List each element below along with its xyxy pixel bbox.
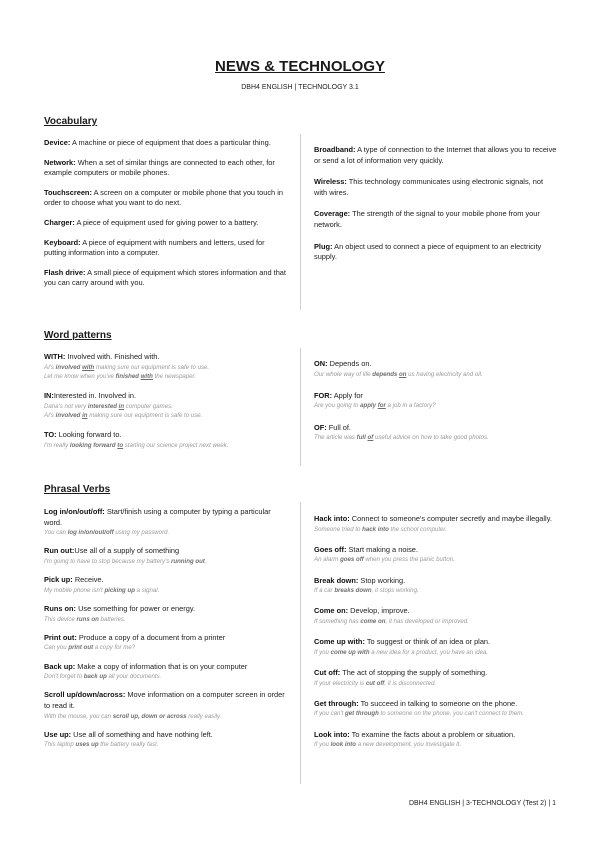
- word-patterns-left-column: [44, 352, 287, 450]
- phrasal-verb-definition: The act of stopping the supply of something.: [342, 667, 488, 677]
- pattern-example: I'm really looking forward to starting our science project next week.: [44, 441, 229, 449]
- phrasal-verb-term: Scroll up/down/across:: [44, 690, 126, 700]
- pattern-example: The article was full of useful advice on how to take good photos.: [314, 434, 489, 442]
- phrasal-verb-definition: Move information on a computer screen in order to read it.: [44, 690, 285, 710]
- vocab-definition: A piece of equipment used for giving power to a battery.: [76, 217, 259, 227]
- vocabulary-left-column: [44, 138, 287, 289]
- page-footer: DBH4 ENGLISH | 3-TECHNOLOGY (Test 2) | 1: [408, 800, 556, 807]
- vocab-term: Broadband:: [314, 145, 356, 154]
- vocab-entry: [44, 158, 287, 179]
- phrasal-verb-entry: [44, 662, 287, 682]
- phrasal-verb-entry: [314, 637, 557, 657]
- vocab-entry: [314, 145, 557, 166]
- vocab-definition: This technology communicates using electronic signals, not with wires.: [314, 177, 544, 197]
- vocabulary-divider: [300, 134, 301, 310]
- phrasal-verb-term: Break down:: [314, 575, 359, 585]
- phrasal-verb-example: If your electricity is cut off, it is disconnected.: [314, 679, 437, 687]
- vocab-entry: [44, 268, 287, 289]
- pattern-of: [314, 423, 557, 443]
- phrasal-verb-entry: [314, 668, 557, 688]
- phrasal-verbs-left-column: [44, 507, 287, 750]
- phrasal-verb-example: Don't forget to back up all your documents.: [44, 673, 162, 681]
- pattern-definition: Full of.: [328, 422, 351, 432]
- phrasal-verb-entry: [314, 545, 557, 565]
- phrasal-verb-term: Run out:: [44, 546, 75, 556]
- phrasal-verb-definition: To examine the facts about a problem or situation.: [351, 729, 516, 739]
- pattern-term: OF:: [314, 422, 327, 432]
- vocab-definition: An object used to connect a piece of equipment to an electricity supply.: [314, 241, 542, 262]
- pattern-example: Our whole way of life depends on us having electricity and oil.: [314, 370, 483, 378]
- vocab-term: Device:: [44, 138, 71, 147]
- vocab-entry: [44, 238, 287, 259]
- pattern-with: [44, 352, 287, 381]
- vocabulary-right-column: [314, 145, 557, 263]
- phrasal-verb-definition: Use something for power or energy.: [78, 603, 196, 613]
- vocab-term: Plug:: [314, 241, 333, 251]
- vocab-term: Flash drive:: [44, 267, 86, 277]
- pattern-term: WITH:: [44, 352, 66, 361]
- vocab-entry: [314, 177, 557, 198]
- phrasal-verb-entry: [44, 546, 287, 566]
- phrasal-verbs-right-column: [314, 514, 557, 749]
- phrasal-verb-definition: Receive.: [74, 575, 104, 585]
- phrasal-verb-term: Back up:: [44, 661, 76, 671]
- phrasal-verb-example: With the mouse, you can scroll up, down or across really easily.: [44, 712, 222, 720]
- phrasal-verb-example: I'm going to have to stop because my battery's running out.: [44, 557, 207, 565]
- phrasal-verb-definition: Make a copy of information that is on your computer: [77, 661, 248, 671]
- phrasal-verb-example: This laptop uses up the battery really fast.: [44, 741, 159, 749]
- phrasal-verb-entry: [314, 606, 557, 626]
- phrasal-verb-term: Pick up:: [44, 575, 73, 585]
- pattern-example: AI's involved in making sure our equipment is safe to use.: [44, 411, 203, 419]
- phrasal-verb-definition: Develop, improve.: [350, 606, 410, 616]
- phrasal-verb-example: This device runs on batteries.: [44, 615, 126, 623]
- phrasal-verb-entry: [314, 730, 557, 750]
- vocabulary-heading: Vocabulary: [44, 116, 98, 127]
- phrasal-verb-entry: [44, 507, 287, 537]
- pattern-definition: Interested in. Involved in.: [53, 391, 137, 400]
- phrasal-verb-example: If a car breaks down, it stops working.: [314, 587, 419, 595]
- vocab-entry: [314, 209, 557, 230]
- vocab-definition: A piece of equipment with numbers and letters, used for putting information into a computer.: [44, 237, 265, 258]
- vocab-definition: The strength of the signal to your mobile phone from your network.: [314, 209, 540, 229]
- vocab-entry: [44, 218, 287, 229]
- phrasal-verb-term: Come up with:: [314, 637, 365, 647]
- phrasal-verbs-heading: Phrasal Verbs: [44, 484, 111, 495]
- phrasal-verb-example: You can log in/on/out/off using my password.: [44, 529, 170, 537]
- phrasal-verb-entry: [44, 575, 287, 595]
- pattern-term: FOR:: [314, 390, 333, 400]
- vocab-term: Touchscreen:: [44, 187, 92, 197]
- phrasal-verb-term: Hack into:: [314, 514, 350, 523]
- phrasal-verb-example: If something has come on, it has developed or improved.: [314, 617, 469, 625]
- phrasal-verb-term: Goes off:: [314, 544, 347, 554]
- vocab-term: Keyboard:: [44, 237, 81, 247]
- phrasal-verb-term: Use up:: [44, 729, 72, 739]
- vocab-term: Coverage:: [314, 209, 351, 219]
- vocab-definition: A type of connection to the Internet that allows you to receive or send a lot of information very quickly.: [314, 145, 557, 165]
- phrasal-verb-entry: [314, 514, 557, 534]
- pattern-for: [314, 391, 557, 411]
- phrasal-verb-entry: [44, 730, 287, 750]
- phrasal-verb-term: Get through:: [314, 698, 359, 708]
- phrasal-verb-example: Someone tried to hack into the school computer.: [314, 525, 447, 533]
- pattern-example: Dana's not very interested in computer games.: [44, 402, 173, 410]
- vocab-definition: A machine or piece of equipment that does a particular thing.: [71, 138, 271, 147]
- phrasal-verb-example: If you can't get through to someone on the phone, you can't connect to them.: [314, 710, 524, 718]
- pattern-term: IN:: [44, 391, 54, 400]
- phrasal-verb-term: Runs on:: [44, 603, 77, 613]
- phrasal-verb-entry: [44, 633, 287, 653]
- pattern-definition: Looking forward to.: [58, 430, 122, 439]
- pattern-in: [44, 391, 287, 420]
- phrasal-verb-definition: Start/finish using a computer by typing a particular word.: [44, 507, 271, 527]
- vocab-definition: A screen on a computer or mobile phone that you touch in order to choose what you want to do next.: [44, 187, 283, 208]
- pattern-definition: Depends on.: [329, 359, 372, 368]
- pattern-on: [314, 359, 557, 379]
- vocab-term: Network:: [44, 157, 76, 167]
- phrasal-verbs-divider: [300, 502, 301, 784]
- phrasal-verb-example: If you come up with a new idea for a product, you have an idea.: [314, 648, 489, 656]
- phrasal-verb-term: Cut off:: [314, 667, 341, 677]
- phrasal-verb-definition: To suggest or think of an idea or plan.: [366, 637, 491, 647]
- pattern-example: Are you going to apply for a job in a factory?: [314, 402, 436, 410]
- phrasal-verb-entry: [44, 690, 287, 720]
- word-patterns-divider: [300, 348, 301, 466]
- pattern-definition: Involved with. Finished with.: [67, 352, 160, 361]
- phrasal-verb-example: If you look into a new development, you investigate it.: [314, 741, 462, 749]
- word-patterns-right-column: [314, 359, 557, 442]
- phrasal-verb-definition: Use all of something and have nothing left.: [73, 729, 213, 739]
- phrasal-verb-example: An alarm goes off when you press the panic button.: [314, 556, 455, 564]
- pattern-term: ON:: [314, 359, 328, 368]
- vocab-entry: [44, 138, 287, 149]
- phrasal-verb-definition: To succeed in talking to someone on the phone.: [360, 698, 518, 708]
- phrasal-verb-example: My mobile phone isn't picking up a signal.: [44, 586, 160, 594]
- phrasal-verb-term: Come on:: [314, 606, 349, 616]
- pattern-example: AI's involved with making sure our equipment is safe to use.: [44, 363, 210, 371]
- vocab-term: Charger:: [44, 217, 75, 227]
- vocab-entry: [44, 188, 287, 209]
- page-subtitle: DBH4 ENGLISH | TECHNOLOGY 3.1: [241, 84, 359, 91]
- phrasal-verb-definition: Produce a copy of a document from a printer: [78, 632, 226, 642]
- word-patterns-heading: Word patterns: [44, 330, 112, 341]
- pattern-example: Let me know when you've finished with the newspaper.: [44, 372, 197, 380]
- phrasal-verb-example: Can you print out a copy for me?: [44, 644, 136, 652]
- vocab-definition: When a set of similar things are connected to each other, for example computers or mobile phones.: [44, 157, 275, 178]
- pattern-to: [44, 430, 287, 450]
- phrasal-verb-definition: Start making a noise.: [348, 544, 418, 554]
- phrasal-verb-entry: [314, 699, 557, 719]
- phrasal-verb-entry: [44, 604, 287, 624]
- phrasal-verb-term: Look into:: [314, 729, 350, 739]
- phrasal-verb-definition: Connect to someone's computer secretly and maybe illegally.: [351, 514, 552, 523]
- vocab-definition: A small piece of equipment which stores information and that you can carry around with you.: [44, 267, 286, 288]
- phrasal-verb-term: Print out:: [44, 632, 77, 642]
- phrasal-verb-definition: Use all of a supply of something: [74, 546, 180, 556]
- vocab-term: Wireless:: [314, 177, 347, 187]
- vocab-entry: [314, 242, 557, 263]
- pattern-term: TO:: [44, 430, 57, 439]
- pattern-definition: Apply for: [333, 390, 363, 400]
- phrasal-verb-definition: Stop working.: [360, 575, 406, 585]
- phrasal-verb-entry: [314, 576, 557, 596]
- page-title: NEWS & TECHNOLOGY: [214, 58, 385, 75]
- phrasal-verb-term: Log in/on/out/off:: [44, 507, 105, 516]
